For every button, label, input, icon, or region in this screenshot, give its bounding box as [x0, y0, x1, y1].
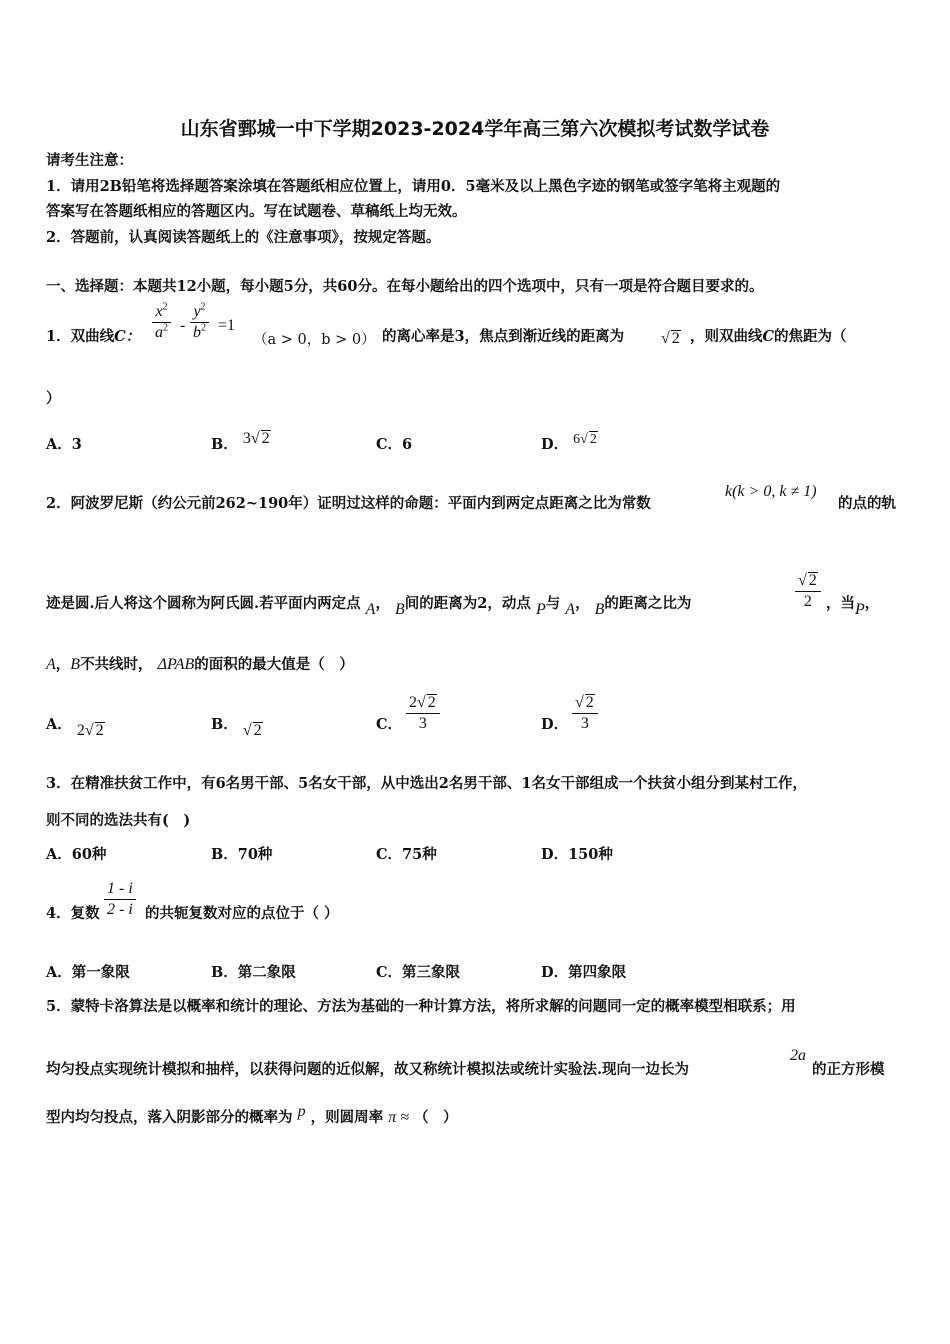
- notice-line-1: 1．请用2B铅笔将选择题答案涂填在答题纸相应位置上，请用0．5毫米及以上黑色字迹的钢笔或签字笔将主观题的: [46, 178, 781, 195]
- q3-option-c[interactable]: C．75种: [376, 846, 437, 863]
- q2-option-c[interactable]: C．: [376, 716, 403, 733]
- q1-tail: ，则双曲线C的焦距为（: [690, 328, 847, 345]
- q1-option-d[interactable]: D． 6√ 2: [541, 432, 597, 453]
- q1-frac-y: $y^2$ $b^2$: [190, 303, 209, 342]
- q2-line-1: 2．阿波罗尼斯（约公元前262~190年）证明过这样的命题：平面内到两定点距离之比为常数: [46, 495, 651, 512]
- q5-line-3: 型内均匀投点，落入阴影部分的概率为 p ，则圆周率 π ≈ （ ）: [46, 1103, 458, 1126]
- q2-line-1-tail: 的点的轨: [838, 495, 896, 512]
- q4-text: 的共轭复数对应的点位于（ ）: [145, 905, 339, 922]
- q2-option-d-frac: √ 2 3: [572, 694, 598, 733]
- q1-minus: -: [180, 317, 186, 334]
- q2-option-c-frac: 2√ 2 3: [406, 694, 440, 733]
- notice-line-2: 2．答题前，认真阅读答题纸上的《注意事项》，按规定答题。: [46, 229, 441, 246]
- q3-option-a[interactable]: A．60种: [46, 846, 107, 863]
- q3-option-d[interactable]: D．150种: [541, 846, 613, 863]
- q4-prefix: 4．复数: [46, 905, 100, 922]
- q4-fraction: 1 - i 2 - i: [104, 880, 136, 919]
- q1-prefix-text: 1．双曲线: [46, 328, 115, 345]
- q3-option-b[interactable]: B．70种: [211, 846, 273, 863]
- q3-line-1: 3．在精准扶贫工作中，有6名男干部、5名女干部，从中选出2名男干部、1名女干部组成一个扶贫小组分到某村工作，: [46, 775, 807, 792]
- q1-equals-one: =1: [218, 317, 236, 334]
- q1-prefix: [46, 327, 140, 347]
- section-heading: 一、选择题：本题共12小题，每小题5分，共60分。在每小题给出的四个选项中，只有一项是符合题目要求的。: [46, 278, 764, 295]
- q2-option-b[interactable]: B． √ 2: [211, 716, 262, 739]
- q3-line-2: 则不同的选法共有( ): [46, 812, 191, 829]
- q2-line-2-tail: ，当P，: [826, 595, 880, 618]
- q4-option-d[interactable]: D．第四象限: [541, 964, 627, 981]
- q4-option-c[interactable]: C．第三象限: [376, 964, 461, 981]
- q1-option-c[interactable]: C．6: [376, 436, 413, 453]
- q1-sqrt: √ 2: [661, 330, 680, 347]
- notice-heading: 请考生注意：: [46, 152, 133, 169]
- q2-option-a[interactable]: A． 2√ 2: [46, 716, 104, 739]
- q1-condition: （a > 0，b > 0）: [253, 332, 376, 348]
- q4-option-b[interactable]: B．第二象限: [211, 964, 296, 981]
- q2-line-2: 迹是圆.后人将这个圆称为阿氏圆.若平面内两定点 A， B间的距离为2，动点 P与 A， B的距离之比为: [46, 595, 692, 618]
- q5-line-2-tail: 的正方形模: [812, 1061, 885, 1078]
- q2-option-d[interactable]: D．: [541, 716, 569, 733]
- q1-c-label: C：: [114, 328, 141, 345]
- q4-option-a[interactable]: A．第一象限: [46, 964, 130, 981]
- notice-line-1-cont: 答案写在答题纸相应的答题区内。写在试题卷、草稿纸上均无效。: [46, 203, 467, 220]
- q2-line-3: A，B不共线时， ΔPAB的面积的最大值是（ ）: [46, 656, 354, 673]
- q1-close-paren: ）: [46, 390, 61, 407]
- q5-line-2: 均匀投点实现统计模拟和抽样，以获得问题的近似解，故又称统计模拟法或统计实验法.现向一边长为: [46, 1061, 690, 1078]
- q5-line-1: 5．蒙特卡洛算法是以概率和统计的理论、方法为基础的一种计算方法，将所求解的问题同一定的概率模型相联系；用: [46, 998, 796, 1015]
- q2-k-expr: k(k > 0, k ≠ 1): [725, 483, 817, 500]
- q2-ratio-frac: √ 2 2: [795, 572, 821, 611]
- q1-option-a[interactable]: A．3: [46, 436, 82, 453]
- q5-two-a: 2a: [790, 1047, 806, 1064]
- q1-frac-x: $x^2$ $a^2$: [152, 303, 171, 342]
- page-title: 山东省鄄城一中下学期2023-2024学年高三第六次模拟考试数学试卷: [180, 118, 770, 140]
- q1-option-b[interactable]: B． 3√ 2: [211, 430, 270, 453]
- q1-text: 的离心率是3，焦点到渐近线的距离为: [382, 328, 625, 345]
